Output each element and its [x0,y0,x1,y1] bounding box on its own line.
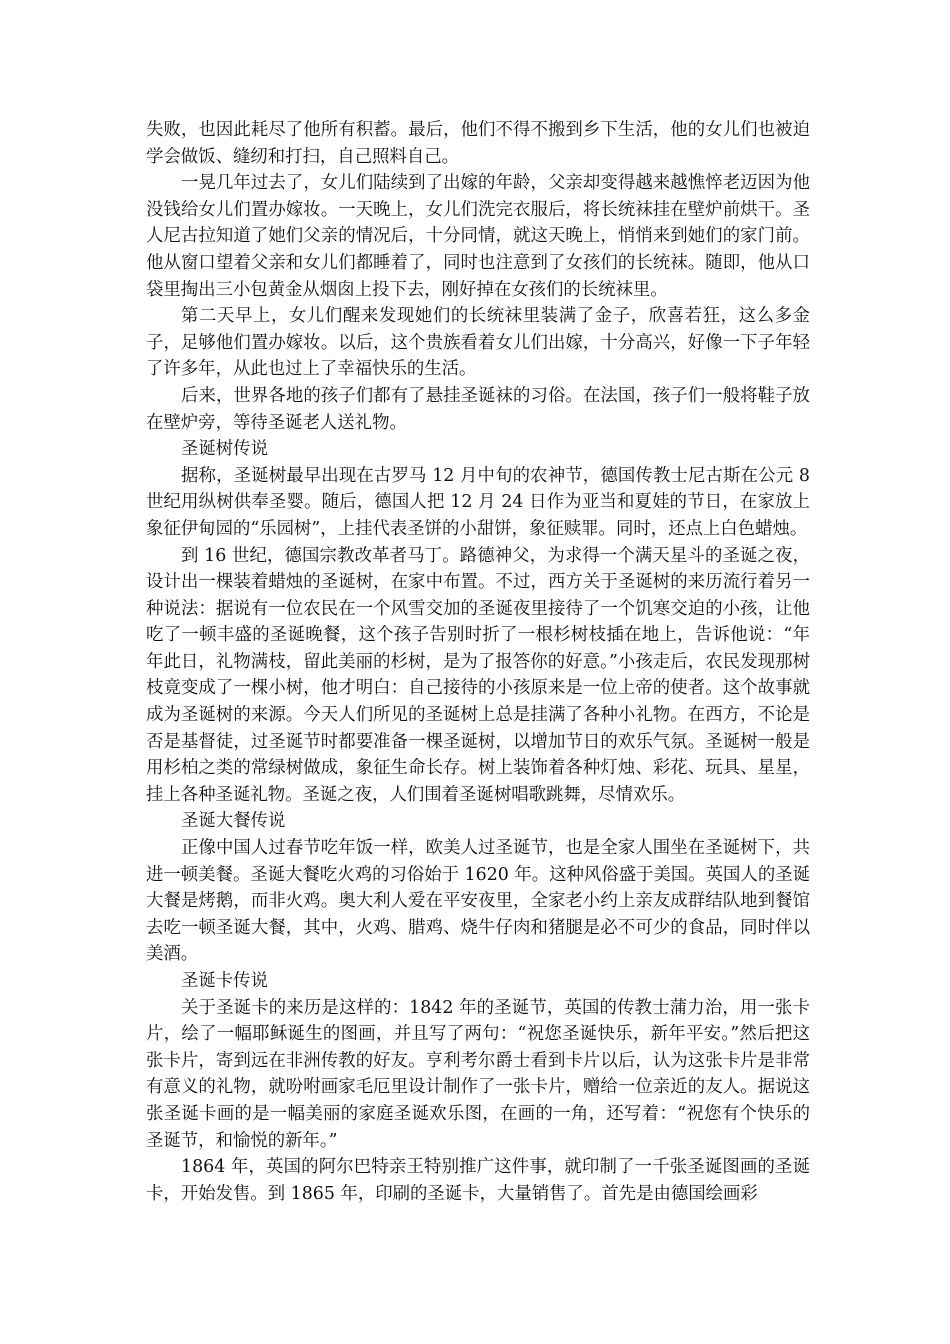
section-heading-christmas-dinner: 圣诞大餐传说 [181,811,286,832]
document-body [146,117,810,1207]
paragraph-continuation: 失败，也因此耗尽了他所有积蓄。最后，他们不得不搬到乡下生活，他的女儿们也被迫学会做饭、缝纫和打扫，自己照料自己。 [146,120,810,167]
paragraph-dinner: 正像中国人过春节吃年饭一样，欧美人过圣诞节，也是全家人围坐在圣诞树下，共进一顿美餐。圣诞大餐吃火鸡的习俗始于 1620 年。这种风俗盛于美国。英国人的圣诞大餐是烤鹅，而非火鸡。奥大利人爱在平安夜里，全家老小约上亲友成群结队地到餐馆去吃一顿圣诞大餐，其中，火鸡、腊鸡、烧牛仔肉和猪腿是必不可少的食品，同时伴以美酒。 [146,838,810,965]
section-heading-christmas-card: 圣诞卡传说 [181,971,268,991]
paragraph-card-origin: 关于圣诞卡的来历是这样的：1842 年的圣诞节，英国的传教士蒲力治，用一张卡片，绘了一幅耶稣诞生的图画，并且写了两句：“祝您圣诞快乐，新年平安。”然后把这张卡片，寄到远在非洲传教的好友。亨利考尔爵士看到卡片以后，认为这张卡片是非常有意义的礼物，就吩咐画家毛厄里设计制作了一张卡片，赠给一位亲近的友人。据说这张圣诞卡画的是一幅美丽的家庭圣诞欢乐图，在画的一角，还写着：“祝您有个快乐的圣诞节，和愉悦的新年。” [146,997,810,1151]
paragraph-stocking-custom: 后来，世界各地的孩子们都有了悬挂圣诞袜的习俗。在法国，孩子们一般将鞋子放在壁炉旁，等待圣诞老人送礼物。 [146,385,810,433]
paragraph-tree-legend: 到 16 世纪，德国宗教改革者马丁。路德神父，为求得一个满天星斗的圣诞之夜，设计出一棵装着蜡烛的圣诞树，在家中布置。不过，西方关于圣诞树的来历流行着另一种说法：据说有一位农民在一个风雪交加的圣诞夜里接待了一个饥寒交迫的小孩，让他吃了一顿丰盛的圣诞晚餐，这个孩子告别时折了一根杉树枝插在地上，告诉他说：“年年此日，礼物满枝，留此美丽的杉树，是为了报答你的好意。”小孩走后，农民发现那树枝竟变成了一棵小树，他才明白：自己接待的小孩原来是一位上帝的使者。这个故事就成为圣诞树的来源。今天人们所见的圣诞树上总是挂满了各种小礼物。在西方，不论是否是基督徒，过圣诞节时都要准备一棵圣诞树，以增加节日的欢乐气氛。圣诞树一般是用杉柏之类的常绿树做成，象征生命长存。树上装饰着各种灯烛、彩花、玩具、星星，挂上各种圣诞礼物。圣诞之夜，人们围着圣诞树唱歌跳舞，尽情欢乐。 [146,545,810,805]
paragraph-card-history: 1864 年，英国的阿尔巴特亲王特别推广这件事，就印制了一千张圣诞图画的圣诞卡，开始发售。到 1865 年，印刷的圣诞卡，大量销售了。首先是由德国绘画彩 [146,1157,810,1204]
section-heading-christmas-tree: 圣诞树传说 [181,439,268,460]
paragraph-dowry-story: 一晃几年过去了，女儿们陆续到了出嫁的年龄，父亲却变得越来越憔悴老迈因为他没钱给女儿们置办嫁妆。一天晚上，女儿们洗完衣服后，将长统袜挂在壁炉前烘干。圣人尼古拉知道了她们父亲的情况后，十分同情，就这天晚上，悄悄来到她们的家门前。他从窗口望着父亲和女儿们都睡着了，同时也注意到了女孩们的长统袜。随即，他从口袋里掏出三小包黄金从烟囱上投下去，刚好掉在女孩们的长统袜里。 [146,173,810,300]
paragraph-tree-origin: 据称，圣诞树最早出现在古罗马 12 月中旬的农神节，德国传教士尼古斯在公元 8 世纪用纵树供奉圣婴。随后，德国人把 12 月 24 日作为亚当和夏娃的节日，在家放上象征伊甸园的“乐园树”，上挂代表圣饼的小甜饼，象征赎罪。同时，还点上白色蜡烛。 [146,465,810,539]
paragraph-gold-in-stockings: 第二天早上，女儿们醒来发现她们的长统袜里装满了金子，欣喜若狂，这么多金子，足够他们置办嫁妆。以后，这个贵族看着女儿们出嫁，十分高兴，好像一下子年轻了许多年，从此也过上了幸福快乐的生活。 [146,306,810,380]
